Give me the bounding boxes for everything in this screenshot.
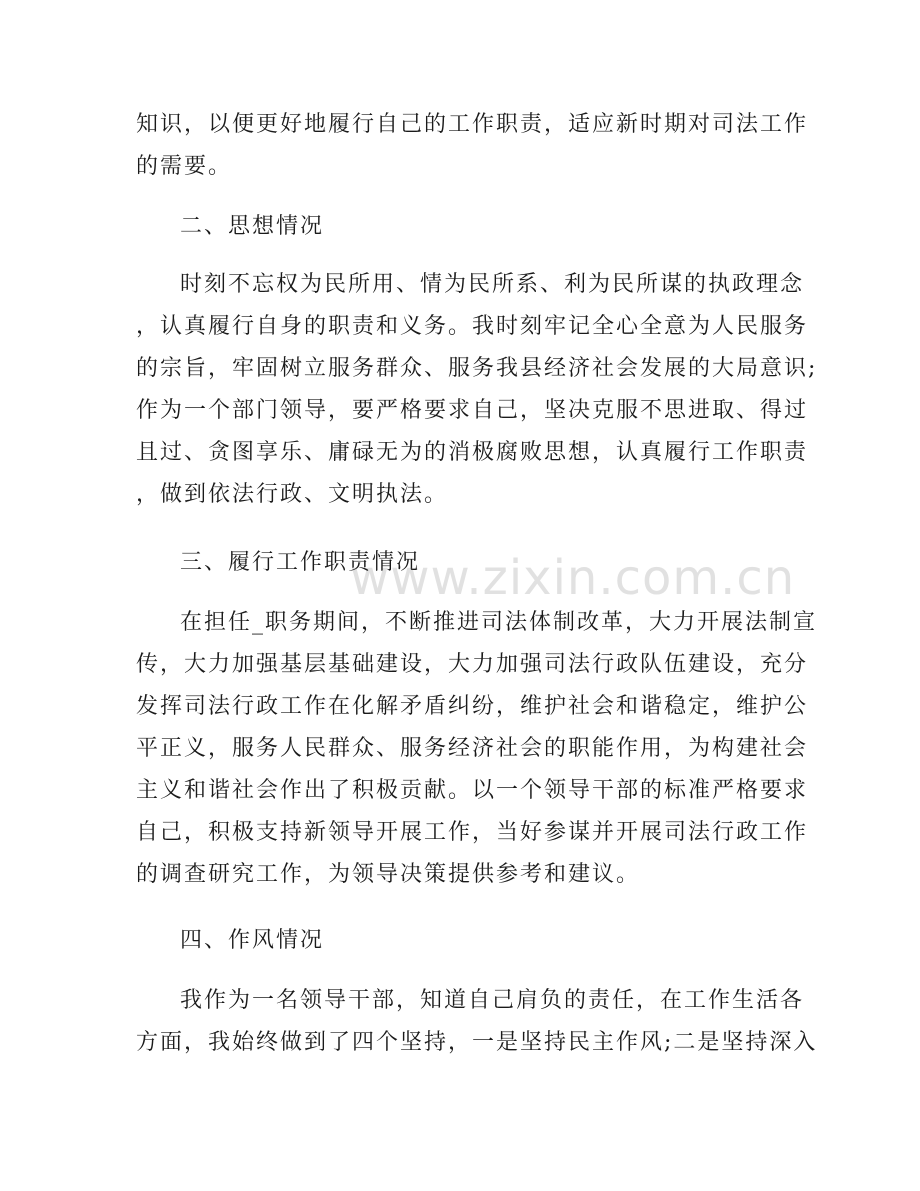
body-text-line: 平正义，服务人民群众、服务经济社会的职能作用，为构建社会 — [136, 736, 809, 761]
body-text-line: 作为一个部门领导，要严格要求自己，坚决克服不思进取、得过 — [136, 398, 809, 423]
body-text-line: 在担任_职务期间，不断推进司法体制改革，大力开展法制宣 — [180, 610, 818, 635]
body-text-line: 发挥司法行政工作在化解矛盾纠纷，维护社会和谐稳定，维护公 — [136, 694, 809, 719]
body-text-line: 我作为一名领导干部，知道自己肩负的责任，在工作生活各 — [180, 988, 805, 1013]
body-text-line: 时刻不忘权为民所用、情为民所系、利为民所谋的执政理念 — [180, 272, 805, 297]
body-text-line: ，做到依法行政、文明执法。 — [136, 482, 449, 507]
body-text-line: 的调查研究工作，为领导决策提供参考和建议。 — [136, 862, 641, 887]
body-text-line: ，认真履行自身的职责和义务。我时刻牢记全心全意为人民服务 — [136, 314, 809, 339]
body-text-line: 的宗旨，牢固树立服务群众、服务我县经济社会发展的大局意识; — [136, 356, 818, 381]
body-text-line: 传，大力加强基层基础建设，大力加强司法行政队伍建设，充分 — [136, 652, 809, 677]
body-text-line: 主义和谐社会作出了积极贡献。以一个领导干部的标准严格要求 — [136, 778, 809, 803]
body-text-line: 且过、贪图享乐、庸碌无为的消极腐败思想，认真履行工作职责 — [136, 440, 809, 465]
body-text-line: 的需要。 — [136, 154, 233, 179]
section-heading: 四、作风情况 — [180, 928, 325, 953]
body-text-line: 方面，我始终做到了四个坚持，一是坚持民主作风;二是坚持深入 — [136, 1030, 818, 1055]
watermark: www.zixin.com.cn — [350, 550, 796, 606]
body-text-line: 自己，积极支持新领导开展工作，当好参谋并开展司法行政工作 — [136, 820, 809, 845]
section-heading: 三、履行工作职责情况 — [180, 550, 421, 575]
body-text-line: 知识，以便更好地履行自己的工作职责，适应新时期对司法工作 — [136, 112, 809, 137]
section-heading: 二、思想情况 — [180, 214, 325, 239]
